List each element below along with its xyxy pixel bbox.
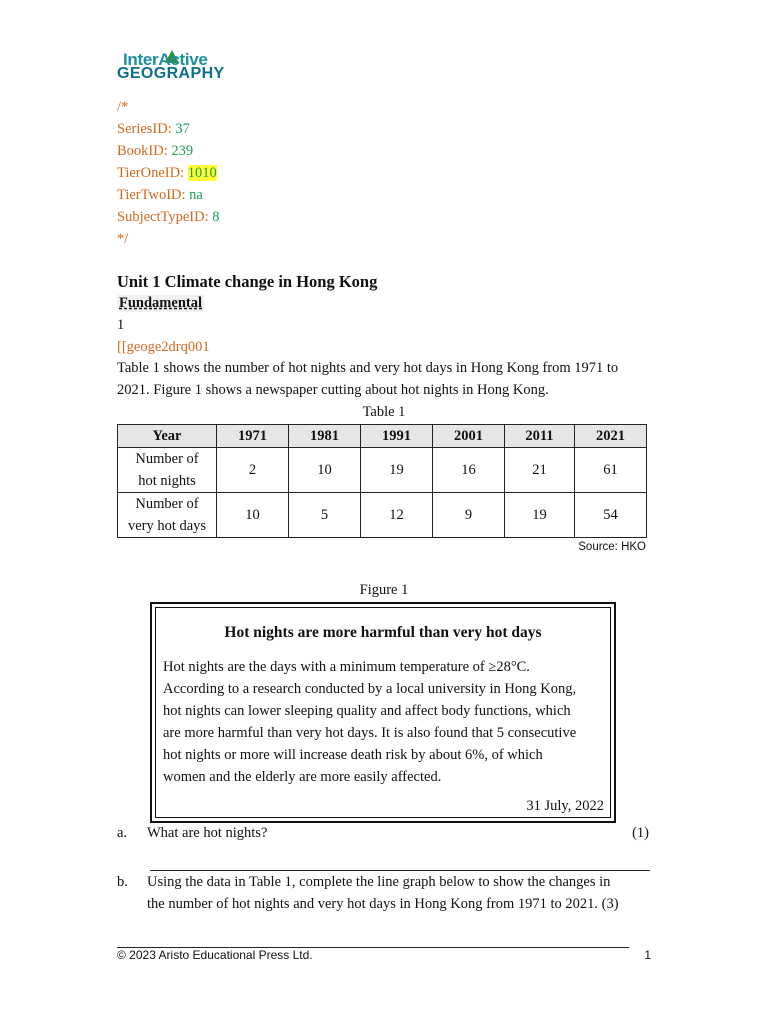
question-b-line-1: Using the data in Table 1, complete the line graph below to show the changes in (147, 874, 611, 890)
table-header-cell: 1981 (288, 425, 360, 448)
row-label-line: very hot days (127, 518, 207, 534)
meta-book-key: BookID: (117, 143, 172, 159)
meta-book-value: 239 (171, 143, 194, 159)
newspaper-date: 31 July, 2022 (526, 798, 604, 814)
table-cell: 2 (217, 448, 289, 493)
meta-book (117, 140, 193, 162)
meta-subject-key: SubjectTypeID: (117, 209, 213, 225)
newspaper-line: Hot nights are the days with a minimum temperature of ≥28°C. (163, 659, 530, 675)
newspaper-body (163, 656, 611, 788)
question-b-line-2: the number of hot nights and very hot days in Hong Kong from 1971 to 2021. (3) (147, 896, 619, 912)
table-cell: 54 (575, 493, 647, 538)
table-header-cell: 2001 (432, 425, 504, 448)
page-number: 1 (644, 948, 651, 962)
question-b-letter: b. (117, 874, 128, 890)
table-cell: 19 (360, 448, 432, 493)
newspaper-inner-border (155, 607, 611, 818)
table-row-very-hot-days (118, 493, 647, 538)
row-label-line: Number of (135, 451, 199, 467)
question-number: 1 (117, 317, 125, 333)
row-label-line: hot nights (138, 473, 196, 489)
table-cell: 21 (504, 448, 574, 493)
row-label-line: Number of (135, 496, 199, 512)
newspaper-headline: Hot nights are more harmful than very hot days (224, 624, 542, 641)
question-a-text: What are hot nights? (147, 825, 268, 841)
meta-subject-type (117, 206, 219, 228)
newspaper-line: hot nights or more will increase death risk by about 6%, of which (163, 747, 543, 763)
table-caption: Table 1 (362, 404, 406, 420)
newspaper-line: women and the elderly are more easily affected. (163, 769, 442, 785)
table-cell: 5 (288, 493, 360, 538)
table-cell: 12 (360, 493, 432, 538)
data-table (117, 424, 647, 538)
question-a-marks: (1) (632, 825, 649, 841)
meta-tier-one-value: 1010 (187, 165, 217, 181)
question-a-letter: a. (117, 825, 128, 841)
table-row-label (118, 493, 217, 538)
meta-open: /* (117, 99, 129, 115)
table-header-cell: 2021 (575, 425, 647, 448)
meta-tier-one (117, 162, 217, 184)
newspaper-line: are more harmful than very hot days. It is also found that 5 consecutive (163, 725, 577, 741)
meta-series-key: SeriesID: (117, 121, 176, 137)
table-cell: 10 (217, 493, 289, 538)
table-row-label (118, 448, 217, 493)
figure-caption: Figure 1 (359, 582, 409, 598)
question-code: [[geoge2drq001 (117, 339, 210, 355)
table-cell: 61 (575, 448, 647, 493)
table-header-cell: 2011 (504, 425, 574, 448)
meta-tier-two-key: TierTwoID: (117, 187, 190, 203)
logo-line-2: GEOGRAPHY (117, 65, 225, 82)
logo-line-1: InterActive (123, 50, 208, 69)
table-cell: 9 (432, 493, 504, 538)
meta-tier-two-value: na (189, 187, 203, 203)
table-cell: 19 (504, 493, 574, 538)
meta-close: */ (117, 231, 129, 247)
table-header-cell: 1991 (360, 425, 432, 448)
table-cell: 10 (288, 448, 360, 493)
section-label: Fundamental (119, 295, 202, 311)
table-source: Source: HKO (578, 541, 646, 553)
meta-tier-two (117, 184, 203, 206)
meta-tier-one-key: TierOneID: (117, 165, 188, 181)
unit-title: Unit 1 Climate change in Hong Kong (117, 272, 378, 291)
intro-line-2: 2021. Figure 1 shows a newspaper cutting about hot nights in Hong Kong. (117, 382, 549, 398)
newspaper-cutting (150, 602, 616, 823)
table-header-row (118, 425, 647, 448)
newspaper-line: hot nights can lower sleeping quality and affect body functions, which (163, 703, 571, 719)
table-header-cell: 1971 (217, 425, 289, 448)
meta-series (117, 118, 190, 140)
table-row-hot-nights (118, 448, 647, 493)
meta-series-value: 37 (175, 121, 190, 137)
table-header-cell: Year (118, 425, 217, 448)
intro-line-1: Table 1 shows the number of hot nights and very hot days in Hong Kong from 1971 to (117, 360, 619, 376)
footer-copyright: © 2023 Aristo Educational Press Ltd. (117, 948, 313, 962)
newspaper-line: According to a research conducted by a local university in Hong Kong, (163, 681, 577, 697)
meta-subject-value: 8 (212, 209, 220, 225)
publisher-logo (117, 50, 229, 84)
table-cell: 16 (432, 448, 504, 493)
